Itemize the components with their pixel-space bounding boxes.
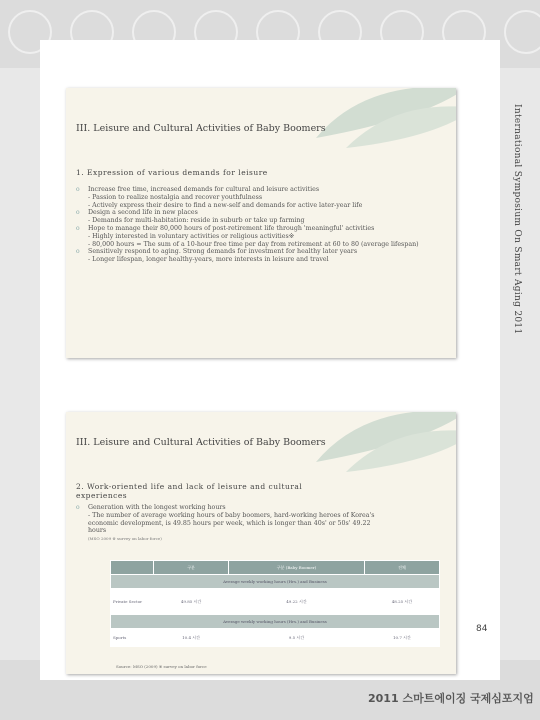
list-item: o Sensitively respond to aging. Strong demands for investment for healthy later years (76, 248, 358, 256)
slide-title: III. Leisure and Cultural Activities of Baby Boomers (76, 437, 326, 448)
bullet-icon: o (76, 209, 80, 217)
table-caption: (MSO 2009 ※ survey on labor force) (88, 536, 162, 542)
list-item: - Passion to realize nostalgia and recover youthfulness (88, 193, 263, 201)
list-item: o Design a second life in new places (76, 209, 198, 217)
table-row: Private Sector 49.85 시간 49.22 시간 48.25 시간 (111, 589, 440, 615)
bullet-icon: o (76, 248, 80, 256)
working-hours-table (110, 560, 440, 647)
decorative-circle-icon (504, 10, 540, 54)
table-row: Sports 10.4 시간 9.5 시간 10.7 시간 (111, 629, 440, 647)
list-item: - 80,000 hours = The sum of a 10-hour free time per day from retirement at 60 to 80 (average lifespan) (88, 240, 419, 248)
bullet-list (76, 504, 446, 543)
table-row: Average weekly working hours (Hrs.) and Business (111, 575, 440, 589)
slide-title: III. Leisure and Cultural Activities of Baby Boomers (76, 123, 326, 134)
footer-title: 2011 스마트에이징 국제심포지엄 (368, 692, 534, 705)
slide-1 (66, 88, 456, 358)
list-item: - Longer lifespan, longer healthy-years, more interests in leisure and travel (88, 256, 329, 264)
source-note: Source: MSO (2009) ※ survey on labor force (116, 664, 207, 669)
list-item: - Highly interested in voluntary activities or religious activities※ (88, 232, 295, 240)
list-item: - Actively express their desire to find a new-self and demands for active later-year life (88, 201, 363, 209)
bullet-icon: o (76, 224, 80, 232)
section-heading: 2. Work-oriented life and lack of leisure and cultural experiences (76, 482, 303, 500)
page-number: 84 (476, 624, 488, 634)
section-heading: 1. Expression of various demands for leisure (76, 168, 268, 177)
list-item: - Demands for multi-habitation: reside in suburb or take up farming (88, 217, 305, 225)
list-item: o Generation with the longest working hours (76, 504, 226, 511)
bullet-icon: o (76, 186, 80, 193)
list-item: - The number of average working hours of baby boomers, hard-working heroes of Korea's economic development, is 49.85 hours per week, which is longer than 40s' or 50s' 49.22 hours (88, 511, 375, 535)
bullet-icon: o (76, 504, 80, 511)
table-header-row: 구분 구분 (Baby Boomer) 전체 (111, 561, 440, 575)
list-item: o Hope to manage their 80,000 hours of post-retirement life through 'meaningful' activities (76, 224, 375, 232)
list-item: o Increase free time, increased demands for cultural and leisure activities (76, 186, 320, 193)
leaf-decoration-icon (306, 88, 456, 148)
side-title: International Symposium On Smart Aging 2011 (512, 104, 522, 335)
bullet-list (76, 186, 446, 264)
table-row: Average weekly working hours (Hrs.) and Business (111, 615, 440, 629)
